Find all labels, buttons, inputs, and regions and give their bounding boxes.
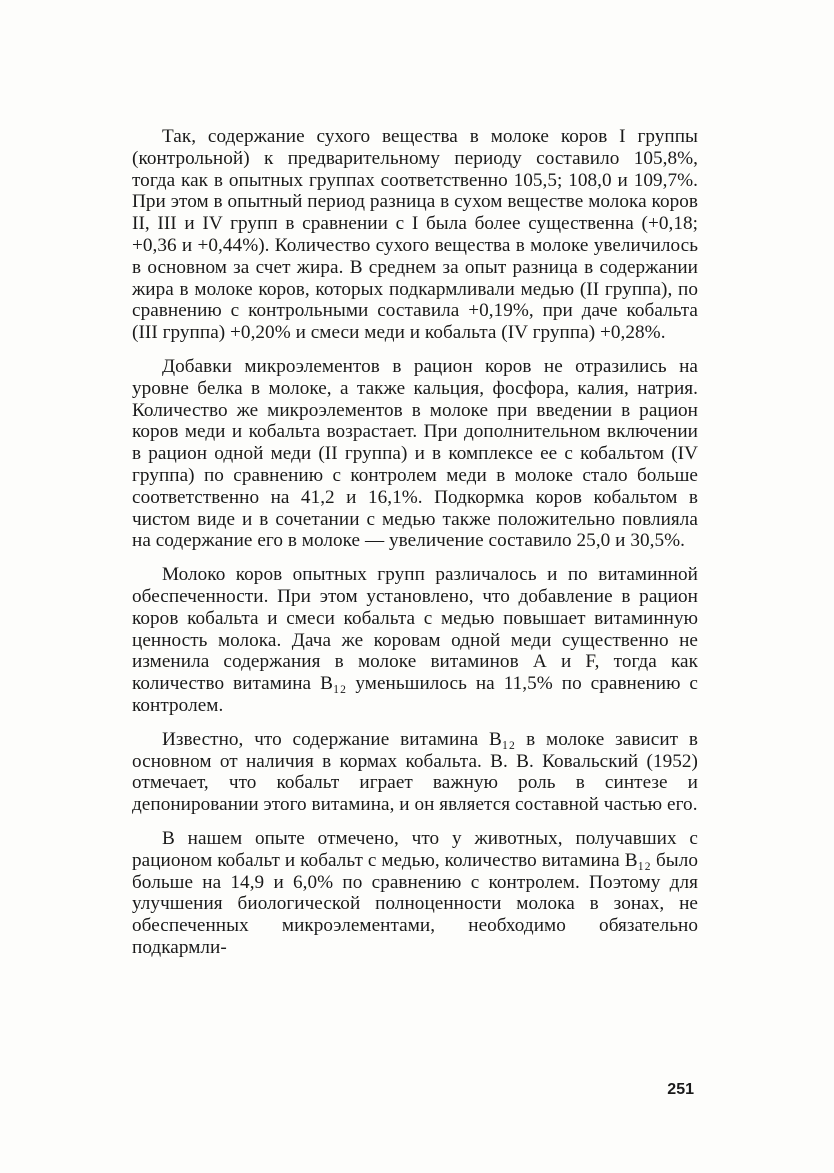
paragraph-b12-cobalt: Известно, что содержание витамина B₁₂ в молоке зависит в основном от наличия в кормах кобальта. В. В. Ковальский (1952) отмечает, что кобальт играет важную роль в синтезе и депонировании этого витамина, и он является составной частью его. <box>132 728 698 816</box>
page-number: 251 <box>667 1081 694 1098</box>
paragraph-experiment-results: В нашем опыте отмечено, что у животных, получавших с рационом кобальт и кобальт с медью, количество витамина B₁₂ было больше на 14,9 и 6,0% по сравнению с контролем. Поэтому для улучшения биологической полноценности молока в зонах, не обеспеченных микроэлементами, необходимо обязательно подкармли- <box>132 827 698 958</box>
paragraph-vitamins: Молоко коров опытных групп различалось и по витаминной обеспеченности. При этом установлено, что добавление в рацион коров кобальта и смеси кобальта с медью повышает витаминную ценность молока. Дача же коровам одной меди существенно не изменила содержания в молоке витаминов А и F, тогда как количество витамина B₁₂ уменьшилось на 11,5% по сравнению с контролем. <box>132 564 698 716</box>
book-page <box>132 126 698 1116</box>
paragraph-microelements: Добавки микроэлементов в рацион коров не отразились на уровне белка в молоке, а также кальция, фосфора, калия, натрия. Количество же микроэлементов в молоке при введении в рацион коров меди и кобальта возрастает. При дополнительном включении в рацион одной меди (II группа) и в комплексе ее с кобальтом (IV группа) по сравнению с контролем меди в молоке стало больше соответственно на 41,2 и 16,1%. Подкормка коров кобальтом в чистом виде и в сочетании с медью также положительно повлияла на содержание его в молоке — увеличение составило 25,0 и 30,5%. <box>132 355 698 552</box>
paragraph-dry-matter-fat: Так, содержание сухого вещества в молоке коров I группы (контрольной) к предварительному периоду составило 105,8%, тогда как в опытных группах соответственно 105,5; 108,0 и 109,7%. При этом в опытный период разница в сухом веществе молока коров II, III и IV групп в сравнении с I была более существенна (+0,18; +0,36 и +0,44%). Количество сухого вещества в молоке увеличилось в основном за счет жира. В среднем за опыт разница в содержании жира в молоке коров, которых подкармливали медью (II группа), по сравнению с контрольными составила +0,19%, при даче кобальта (III группа) +0,20% и смеси меди и кобальта (IV группа) +0,28%. <box>132 126 698 344</box>
